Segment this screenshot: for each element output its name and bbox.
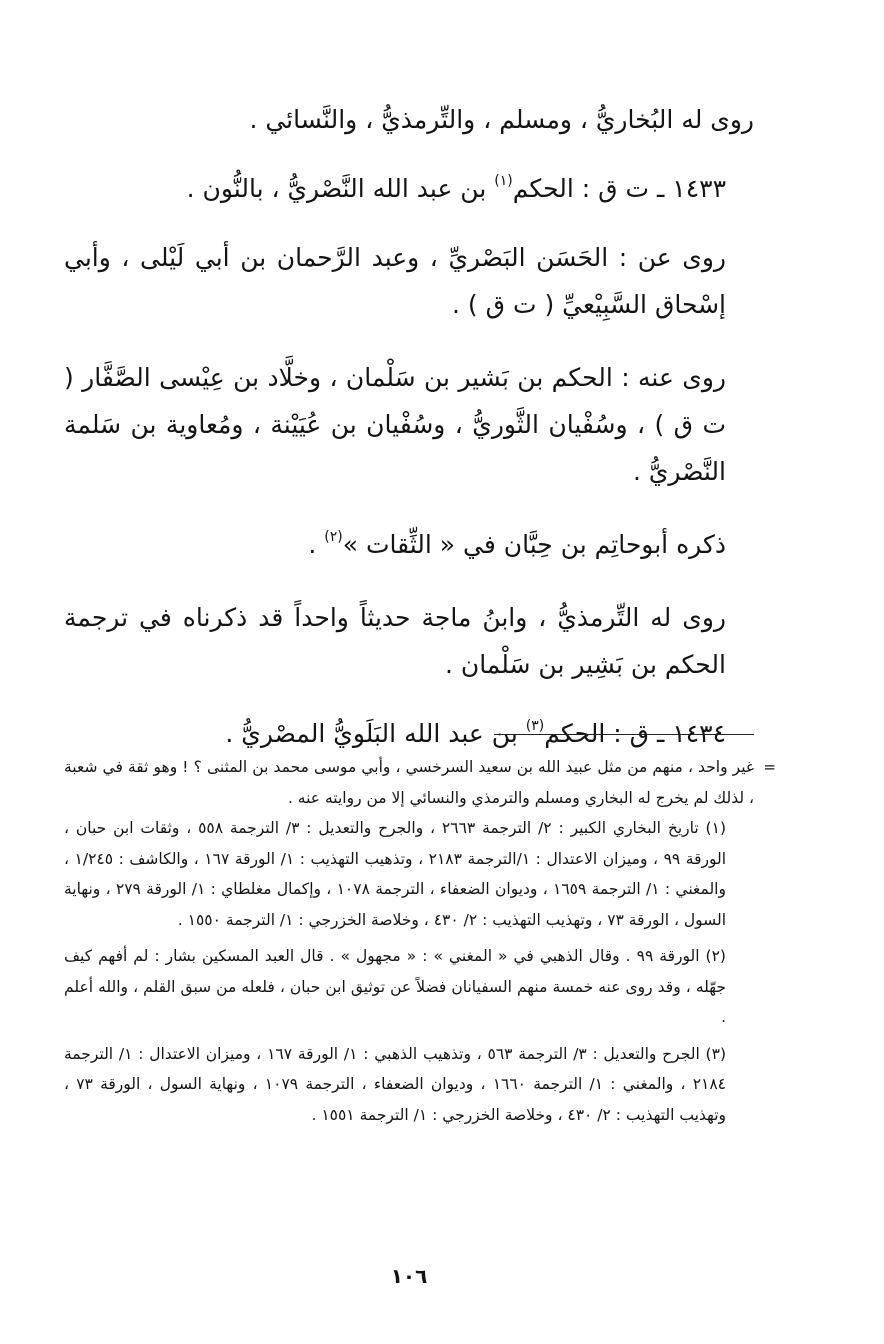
footnote-1: (١) تاريخ البخاري الكبير : ٢/ الترجمة ٢٦٦٣ ، والجرح والتعديل : ٣/ الترجمة ٥٥٨ ، وثقات ابن حبان ، الورقة ٩٩ ، وميزان الاعتدال : ١/الترجمة ٢١٨٣ ، وتذهيب التهذيب : ١/ الورقة ١٦٧ ، والكاشف : ١/٢٤٥ ، والمغني : ١/ الترجمة ١٦٥٩ ، وديوان الضعفاء ، الترجمة ١٠٧٨ ، وإكمال مغلطاي : ١/ الورقة ٢٧٩ ، ونهاية السول ، الورقة ٧٣ ، وتهذيب التهذيب : ٢/ ٤٣٠ ، وخلاصة الخزرجي : ١/ الترجمة ١٥٥٠ . bbox=[64, 819, 727, 929]
narrated-by-tirmidhi-paragraph: روى له التِّرمذيُّ ، وابنُ ماجة حديثاً واحداً قد ذكرناه في ترجمة الحكم بن بَشِير بن سَلْمان . bbox=[64, 603, 726, 679]
entry-1433-title: ١٤٣٣ ـ ت ق : الحكم bbox=[512, 174, 726, 203]
footnote-continuation-text: غير واحد ، منهم من مثل عبيد الله بن سعيد السرخسي ، وأبي موسى محمد بن المثنى ؟ ! وهو ثقة في شعبة ، لذلك لم يخرج له البخاري ومسلم والترمذي والنسائي إلا من روايته عنه . bbox=[64, 758, 754, 807]
mentioned-by-end: . bbox=[308, 530, 325, 559]
narrated-from-paragraph: روى عن : الحَسَن البَصْريِّ ، وعبد الرَّحمان بن أبي لَيْلى ، وأبي إسْحاق السَّبِيْعيِّ ( ت ق ) . bbox=[64, 243, 726, 319]
mentioned-by-text: ذكره أبوحاتِم بن حِبَّان في « الثِّقات » bbox=[342, 530, 726, 559]
footnote-divider bbox=[494, 734, 754, 735]
footnote-3: (٣) الجرح والتعديل : ٣/ الترجمة ٥٦٣ ، وتذهيب الذهبي : ١/ الورقة ١٦٧ ، وميزان الاعتدال : ١/ الترجمة ٢١٨٤ ، والمغني : ١/ الترجمة ١٦٦٠ ، وديوان الضعفاء ، الترجمة ١٠٧٩ ، ونهاية السول ، الورقة ٧٣ ، وتهذيب التهذيب : ٢/ ٤٣٠ ، وخلاصة الخزرجي : ١/ الترجمة ١٥٥١ . bbox=[64, 1044, 726, 1124]
footnote-continuation bbox=[64, 752, 776, 813]
footnote-ref-1[interactable]: (١) bbox=[494, 173, 513, 189]
page-number: ١٠٦ bbox=[390, 1264, 428, 1288]
entry-1433-name: بن عبد الله النَّصْريُّ ، بالنُّون . bbox=[186, 174, 495, 203]
mentioned-by-paragraph bbox=[64, 521, 754, 568]
footnote-2: (٢) الورقة ٩٩ . وقال الذهبي في « المغني » : « مجهول » . قال العبد المسكين بشار : لم أفهم كيف جهّله ، وقد روى عنه خمسة منهم السفيانان فضلاً عن توثيق ابن حبان ، فلعله من سبق القلم ، والله أعلم . bbox=[64, 947, 726, 1026]
narrators-from-him-paragraph: روى عنه : الحكم بن بَشير بن سَلْمان ، وخلَّاد بن عِيْسى الصَّفَّار ( ت ق ) ، وسُفْيان الثَّوريُّ ، وسُفْيان بن عُيَيْنة ، ومُعاوية بن سَلمة النَّصْريُّ . bbox=[64, 363, 726, 486]
book-page bbox=[64, 92, 776, 1312]
entry-1434-title: ١٤٣٤ ـ ق : الحكم bbox=[544, 719, 726, 748]
footnote-ref-2[interactable]: (٢) bbox=[324, 529, 343, 545]
entry-1433-heading bbox=[64, 165, 754, 212]
footnotes-section bbox=[64, 752, 776, 1130]
footnote-ref-3[interactable]: (٣) bbox=[525, 718, 545, 734]
continuation-mark: = bbox=[763, 758, 776, 776]
narrated-by-paragraph: روى له البُخاريُّ ، ومسلم ، والتِّرمذيُّ ، والنَّسائي . bbox=[249, 105, 754, 134]
entry-1434-name: بن عبد الله البَلَويُّ المصْريُّ . bbox=[225, 719, 526, 748]
